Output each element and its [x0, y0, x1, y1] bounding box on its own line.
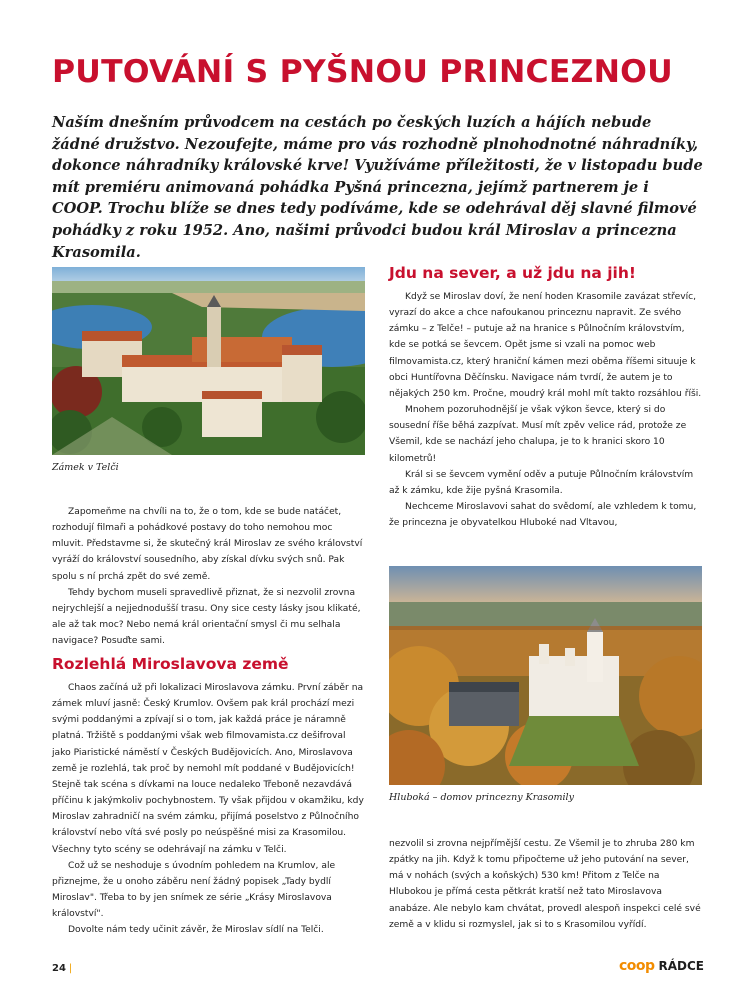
telc-castle-photo — [52, 267, 365, 455]
right-paragraph-3: Král si se ševcem vymění oděv a putuje Půlnočním královstvím až k zámku, kde žije pyšná Krasomila. — [389, 469, 694, 496]
left-column-body — [52, 680, 364, 939]
telc-photo-caption: Zámek v Telči — [52, 462, 119, 473]
right-paragraph-5: nezvolil si zrovna nejpřímější cestu. Ze Všemil je to zhruba 280 km zpátky na jih. Když k tomu připočteme už jeho putování na sever, má v nohách (svých a koňských) 530 km! Přitom z Telče na Hlubokou je přímá cesta pětkrát kratší než tato Miroslavova anabáze. Ale nebylo kam chvátat, provedl alespoň inspekci celé své země a v klidu si rozmyslel, jak si to s Krasomilou vyřídí. — [389, 839, 701, 930]
hluboka-photo-caption: Hluboká – domov princezny Krasomily — [389, 792, 574, 803]
page-number — [52, 963, 72, 974]
right-column-bottom — [389, 836, 703, 933]
article-lead: Naším dnešním průvodcem na cestách po českých luzích a hájích nebude žádné družstvo. Nezoufejte, máme pro vás rozhodně plnohodnotné náhradníky, dokonce náhradníky královské krve! Využíváme příležitosti, že v listopadu bude mít premiéru animovaná pohádka Pyšná princezna, jejímž partnerem je i COOP. Trochu blíže se dnes tedy podíváme, kde se odehrával děj slavné filmové pohádky z roku 1952. Ano, našimi průvodci budou král Miroslav a princezna Krasomila. — [52, 114, 703, 261]
article-title: PUTOVÁNÍ S PYŠNOU PRINCEZNOU — [52, 54, 673, 90]
left-paragraph-5: Dovolte nám tedy učinit závěr, že Miroslav sídlí na Telči. — [68, 925, 324, 936]
right-column-top — [389, 289, 703, 531]
coop-logo: coop — [618, 958, 655, 974]
radce-wordmark: RÁDCE — [658, 959, 704, 973]
footer-separator: | — [68, 963, 73, 974]
hluboka-castle-aerial-photo-icon — [389, 566, 702, 785]
hluboka-castle-photo — [389, 566, 702, 785]
telc-castle-aerial-photo-icon — [52, 267, 365, 455]
right-paragraph-4: Nechceme Miroslavovi sahat do svědomí, ale vzhledem k tomu, že princezna je obyvatelkou Hluboké nad Vltavou, — [389, 502, 697, 529]
section-heading-rozlehla: Rozlehlá Miroslavova země — [52, 655, 289, 673]
left-paragraph-1: Zapomeňme na chvíli na to, že o tom, kde se bude natáčet, rozhodují filmaři a pohádkové postavy do toho nemohou moc mluvit. Představme si, že skutečný král Miroslav ze svého království vyráží do království sousedního, aby získal dívku svých snů. Pak spolu s ní prchá zpět do své země. — [52, 507, 363, 582]
right-paragraph-1: Když se Miroslav doví, že není hoden Krasomile zavázat střevíc, vyrazí do akce a chce nafoukanou princeznu napravit. Ze svého zámku – z Telče! – putuje až na hranice s Půlnočním královstvím, kde se potká se ševcem. Opět jsme si vzali na pomoc web filmovamista.cz, který hraniční kámen mezi oběma říšemi situuje k obci Huntířovna Děčínsku. Navigace nám tvrdí, že autem je to nějakých 250 km. Pročne, moudrý král mohl mít takto rozsáhlou říši. — [389, 292, 702, 399]
left-paragraph-4: Což už se neshoduje s úvodním pohledem na Krumlov, ale přiznejme, že u onoho záběru není žádný popisek „Tady bydlí Miroslav". Třeba to by jen snímek ze série „Krásy Miroslavova království". — [52, 860, 336, 920]
section-heading-jdu-na-sever: Jdu na sever, a už jdu na jih! — [389, 264, 636, 282]
coop-radce-logo — [619, 958, 704, 974]
left-paragraph-3: Chaos začíná už při lokalizaci Miroslavova zámku. První záběr na zámek mluví jasně: Český Krumlov. Ovšem pak král prochází mezi svými poddanými a zpívají si o tom, jak každá práce je náramně platná. Tržiště s poddanými však web filmovamista.cz dešifroval jako Piaristické náměstí v Českých Budějovicích. Ano, Miroslavova země je rozlehlá, tak proč by nemohl mít poddané v Budějovicích! Stejně tak scéna s dívkami na louce nedaleko Třeboně nezavdává příčinu k jakýmkoliv pochybnostem. Ty však přijdou v okamžiku, kdy Miroslav zahradničí na svém zámku, přijímá poselstvo z Půlnočního království nebo vítá své posly po neúspěšné misi za Krasomilou. Všechny tyto scény se odehrávají na zámku v Telči. — [52, 683, 364, 855]
left-paragraph-2: Tehdy bychom museli spravedlivě přiznat, že si nezvolil zrovna nejrychlejší a nejjednodušší trasu. Ony sice cesty lásky jsou klikaté, ale až tak moc? Nebo nemá král orientační smysl či mu selhala navigace? Posuďte sami. — [52, 587, 361, 647]
page-number-value: 24 — [52, 963, 66, 974]
right-paragraph-2: Mnohem pozoruhodnější je však výkon ševce, který si do sousední říše běhá zazpívat. Musí mít zpěv velice rád, protože ze Všemil, kde se nachází jeho chalupa, je to k hranici skoro 10 kilometrů! — [389, 405, 687, 464]
left-column-intro — [52, 504, 364, 649]
